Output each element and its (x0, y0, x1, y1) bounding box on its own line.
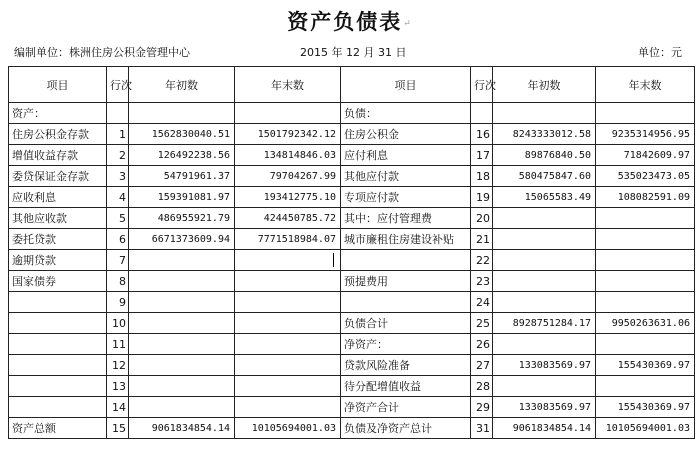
left-label-cell (9, 355, 107, 376)
left-line-no-cell (107, 334, 129, 355)
right-line-no-cell (471, 397, 493, 418)
left-begin-value: 1562830040.51 (151, 128, 230, 140)
left-label-cell (9, 334, 107, 355)
right-begin-cell (493, 229, 596, 250)
table-row (9, 166, 695, 187)
right-begin-cell (493, 103, 596, 124)
right-label-value: 专项应付款 (344, 191, 399, 204)
left-line-no-cell (107, 187, 129, 208)
left-label-value: 应收利息 (12, 191, 56, 204)
right-line-no-cell (471, 229, 493, 250)
right-begin-cell (493, 334, 596, 355)
right-begin-cell (493, 292, 596, 313)
left-line-no-value: 11 (112, 337, 126, 351)
left-begin-cell (129, 334, 235, 355)
left-line-no-value: 5 (119, 211, 126, 225)
left-line-no-cell (107, 250, 129, 271)
right-begin-cell (493, 355, 596, 376)
table-row (9, 187, 695, 208)
left-line-no-cell (107, 145, 129, 166)
right-line-no-value: 28 (476, 379, 490, 393)
right-line-no-value: 23 (476, 274, 490, 288)
right-line-no-value: 16 (476, 127, 490, 141)
right-end-cell (596, 229, 695, 250)
header-end-right: 年末数 (596, 67, 695, 103)
right-line-no-cell (471, 187, 493, 208)
right-end-cell (596, 292, 695, 313)
right-end-value: 9235314956.95 (611, 128, 690, 140)
left-line-no-cell (107, 103, 129, 124)
reporting-unit: 编制单位：株洲住房公积金管理中心 (14, 46, 190, 59)
right-line-no-cell (471, 418, 493, 439)
right-end-cell (596, 376, 695, 397)
right-end-cell (596, 271, 695, 292)
right-end-value: 71842609.97 (623, 149, 690, 161)
left-line-no-value: 9 (119, 295, 126, 309)
left-end-cell (235, 271, 341, 292)
left-label-value: 资产： (12, 107, 45, 120)
right-label-cell (341, 250, 471, 271)
left-end-value: 7771518984.07 (257, 233, 336, 245)
right-label-value: 住房公积金 (344, 128, 399, 141)
left-line-no-cell (107, 355, 129, 376)
table-row (9, 313, 695, 334)
right-begin-value: 133083569.97 (518, 359, 591, 371)
right-label-value: 城市廉租住房建设补贴 (344, 233, 454, 246)
left-end-cell (235, 376, 341, 397)
left-line-no-cell (107, 418, 129, 439)
table-header-row (9, 67, 695, 103)
right-line-no-value: 24 (476, 295, 490, 309)
right-label-value: 应付利息 (344, 149, 388, 162)
right-line-no-cell (471, 292, 493, 313)
title-text: 资产负债表 (287, 9, 403, 34)
right-label-cell (341, 355, 471, 376)
right-line-no-cell (471, 166, 493, 187)
left-end-cell (235, 208, 341, 229)
left-begin-cell (129, 376, 235, 397)
left-line-no-value: 13 (112, 379, 126, 393)
table-row (9, 250, 695, 271)
left-line-no-cell (107, 208, 129, 229)
right-label-cell (341, 397, 471, 418)
left-label-cell (9, 397, 107, 418)
table-row (9, 103, 695, 124)
right-end-cell (596, 124, 695, 145)
table-row (9, 418, 695, 439)
left-begin-cell (129, 166, 235, 187)
right-end-value: 108082591.09 (617, 191, 690, 203)
left-label-cell (9, 229, 107, 250)
left-label-value: 资产总额 (12, 422, 56, 435)
left-end-cell (235, 145, 341, 166)
left-begin-cell (129, 271, 235, 292)
left-line-no-cell (107, 229, 129, 250)
right-label-cell (341, 271, 471, 292)
left-end-cell (235, 124, 341, 145)
left-label-cell (9, 250, 107, 271)
right-label-value: 负债及净资产总计 (344, 422, 432, 435)
left-end-cell (235, 397, 341, 418)
text-cursor (333, 253, 334, 267)
right-begin-value: 8928751284.17 (512, 317, 591, 329)
right-line-no-cell (471, 145, 493, 166)
currency-unit: 单位：元 (638, 46, 682, 59)
left-end-value: 424450785.72 (263, 212, 336, 224)
right-end-cell (596, 187, 695, 208)
right-label-cell (341, 313, 471, 334)
left-end-value: 1501792342.12 (257, 128, 336, 140)
right-end-value: 10105694001.03 (605, 422, 690, 434)
right-begin-cell (493, 145, 596, 166)
left-label-cell (9, 166, 107, 187)
right-begin-cell (493, 376, 596, 397)
table-row (9, 334, 695, 355)
left-begin-cell (129, 313, 235, 334)
right-begin-cell (493, 124, 596, 145)
right-end-cell (596, 250, 695, 271)
left-label-cell (9, 292, 107, 313)
left-begin-cell (129, 397, 235, 418)
left-label-cell (9, 187, 107, 208)
left-line-no-cell (107, 124, 129, 145)
right-begin-cell (493, 397, 596, 418)
left-label-cell (9, 376, 107, 397)
table-row (9, 208, 695, 229)
left-end-cell (235, 292, 341, 313)
left-label-cell (9, 208, 107, 229)
left-begin-value: 54791961.37 (163, 170, 230, 182)
left-begin-cell (129, 208, 235, 229)
left-label-value: 委贷保证金存款 (12, 170, 89, 183)
right-begin-value: 9061834854.14 (512, 422, 591, 434)
table-row (9, 397, 695, 418)
left-end-cell (235, 355, 341, 376)
table-row (9, 355, 695, 376)
left-end-cell (235, 103, 341, 124)
right-line-no-value: 19 (476, 190, 490, 204)
right-line-no-value: 29 (476, 400, 490, 414)
left-line-no-value: 8 (119, 274, 126, 288)
right-label-value: 负债： (344, 107, 377, 120)
header-end-left: 年末数 (235, 67, 341, 103)
right-end-value: 155430369.97 (617, 401, 690, 413)
table-row (9, 292, 695, 313)
right-begin-value: 8243333012.58 (512, 128, 591, 140)
table-row (9, 145, 695, 166)
right-end-value: 9950263631.06 (611, 317, 690, 329)
left-line-no-cell (107, 166, 129, 187)
right-label-value: 待分配增值收益 (344, 380, 421, 393)
left-begin-cell (129, 145, 235, 166)
right-end-value: 155430369.97 (617, 359, 690, 371)
left-line-no-value: 6 (119, 232, 126, 246)
right-end-cell (596, 145, 695, 166)
left-begin-value: 6671373609.94 (151, 233, 230, 245)
right-end-cell (596, 208, 695, 229)
left-begin-cell (129, 355, 235, 376)
left-begin-cell (129, 124, 235, 145)
right-label-cell (341, 418, 471, 439)
header-begin-right: 年初数 (493, 67, 596, 103)
right-label-cell (341, 334, 471, 355)
right-line-no-value: 21 (476, 232, 490, 246)
left-label-value: 其他应收款 (12, 212, 67, 225)
left-begin-cell (129, 292, 235, 313)
right-label-cell (341, 229, 471, 250)
left-line-no-cell (107, 376, 129, 397)
right-begin-value: 580475847.60 (518, 170, 591, 182)
left-line-no-value: 3 (119, 169, 126, 183)
right-end-cell (596, 418, 695, 439)
right-label-cell (341, 187, 471, 208)
left-end-cell (235, 166, 341, 187)
left-line-no-value: 14 (112, 400, 126, 414)
left-end-value: 10105694001.03 (251, 422, 336, 434)
right-label-cell (341, 166, 471, 187)
left-begin-cell (129, 250, 235, 271)
right-label-value: 负债合计 (344, 317, 388, 330)
right-line-no-cell (471, 376, 493, 397)
left-end-value: 193412775.10 (263, 191, 336, 203)
left-begin-cell (129, 103, 235, 124)
right-begin-cell (493, 250, 596, 271)
right-line-no-cell (471, 271, 493, 292)
right-label-value: 贷款风险准备 (344, 359, 410, 372)
left-end-cell (235, 418, 341, 439)
right-line-no-cell (471, 103, 493, 124)
left-end-cell (235, 250, 341, 271)
right-end-cell (596, 397, 695, 418)
header-line-no-left: 行次 (107, 67, 129, 103)
left-line-no-cell (107, 313, 129, 334)
header-line-no-right: 行次 (471, 67, 493, 103)
left-end-cell (235, 313, 341, 334)
left-line-no-value: 15 (112, 421, 126, 435)
right-line-no-value: 31 (476, 421, 490, 435)
right-begin-value: 89876840.50 (524, 149, 591, 161)
right-begin-cell (493, 166, 596, 187)
left-label-cell (9, 103, 107, 124)
left-begin-value: 9061834854.14 (151, 422, 230, 434)
right-end-value: 535023473.05 (617, 170, 690, 182)
left-begin-cell (129, 229, 235, 250)
left-line-no-value: 1 (119, 127, 126, 141)
right-end-cell (596, 334, 695, 355)
right-line-no-value: 18 (476, 169, 490, 183)
right-end-cell (596, 166, 695, 187)
left-begin-value: 159391081.97 (157, 191, 230, 203)
left-label-value: 国家债券 (12, 275, 56, 288)
left-end-cell (235, 229, 341, 250)
left-label-value: 委托贷款 (12, 233, 56, 246)
left-end-cell (235, 334, 341, 355)
table-row (9, 376, 695, 397)
left-line-no-value: 2 (119, 148, 126, 162)
left-begin-cell (129, 418, 235, 439)
right-label-cell (341, 208, 471, 229)
right-line-no-cell (471, 334, 493, 355)
left-line-no-value: 4 (119, 190, 126, 204)
left-end-value: 134814846.03 (263, 149, 336, 161)
left-line-no-cell (107, 397, 129, 418)
left-label-cell (9, 418, 107, 439)
right-label-cell (341, 376, 471, 397)
header-item-left: 项目 (9, 67, 107, 103)
right-line-no-cell (471, 355, 493, 376)
left-label-value: 增值收益存款 (12, 149, 78, 162)
right-line-no-cell (471, 208, 493, 229)
right-line-no-cell (471, 250, 493, 271)
left-begin-cell (129, 187, 235, 208)
right-label-value: 其他应付款 (344, 170, 399, 183)
header-item-right: 项目 (341, 67, 471, 103)
right-line-no-cell (471, 313, 493, 334)
left-line-no-value: 12 (112, 358, 126, 372)
left-label-value: 逾期贷款 (12, 254, 56, 267)
right-begin-cell (493, 208, 596, 229)
right-label-cell (341, 124, 471, 145)
right-label-value: 净资产合计 (344, 401, 399, 414)
left-end-value: 79704267.99 (269, 170, 336, 182)
right-end-cell (596, 355, 695, 376)
left-line-no-cell (107, 271, 129, 292)
right-begin-cell (493, 313, 596, 334)
right-label-cell (341, 145, 471, 166)
left-line-no-cell (107, 292, 129, 313)
left-label-cell (9, 271, 107, 292)
left-begin-value: 126492238.56 (157, 149, 230, 161)
right-label-value: 净资产： (344, 338, 388, 351)
right-line-no-value: 25 (476, 316, 490, 330)
right-line-no-value: 22 (476, 253, 490, 267)
right-line-no-value: 17 (476, 148, 490, 162)
right-end-cell (596, 313, 695, 334)
table-row (9, 271, 695, 292)
right-begin-cell (493, 271, 596, 292)
right-begin-value: 15065583.49 (524, 191, 591, 203)
balance-sheet-table (8, 66, 695, 439)
left-label-cell (9, 145, 107, 166)
report-date: 2015 年 12 月 31 日 (300, 46, 407, 59)
right-begin-cell (493, 187, 596, 208)
right-line-no-value: 20 (476, 211, 490, 225)
left-label-cell (9, 313, 107, 334)
table-row (9, 124, 695, 145)
paragraph-mark-icon: ↵ (403, 18, 413, 29)
left-label-cell (9, 124, 107, 145)
header-begin-left: 年初数 (129, 67, 235, 103)
right-line-no-value: 26 (476, 337, 490, 351)
left-begin-value: 486955921.79 (157, 212, 230, 224)
page-title (0, 6, 700, 34)
right-label-value: 其中：应付管理费 (344, 212, 432, 225)
right-label-cell (341, 292, 471, 313)
right-line-no-cell (471, 124, 493, 145)
table-row (9, 229, 695, 250)
left-label-value: 住房公积金存款 (12, 128, 89, 141)
right-begin-cell (493, 418, 596, 439)
right-begin-value: 133083569.97 (518, 401, 591, 413)
left-line-no-value: 7 (119, 253, 126, 267)
right-label-value: 预提费用 (344, 275, 388, 288)
left-end-cell (235, 187, 341, 208)
right-end-cell (596, 103, 695, 124)
right-line-no-value: 27 (476, 358, 490, 372)
right-label-cell (341, 103, 471, 124)
left-line-no-value: 10 (112, 316, 126, 330)
